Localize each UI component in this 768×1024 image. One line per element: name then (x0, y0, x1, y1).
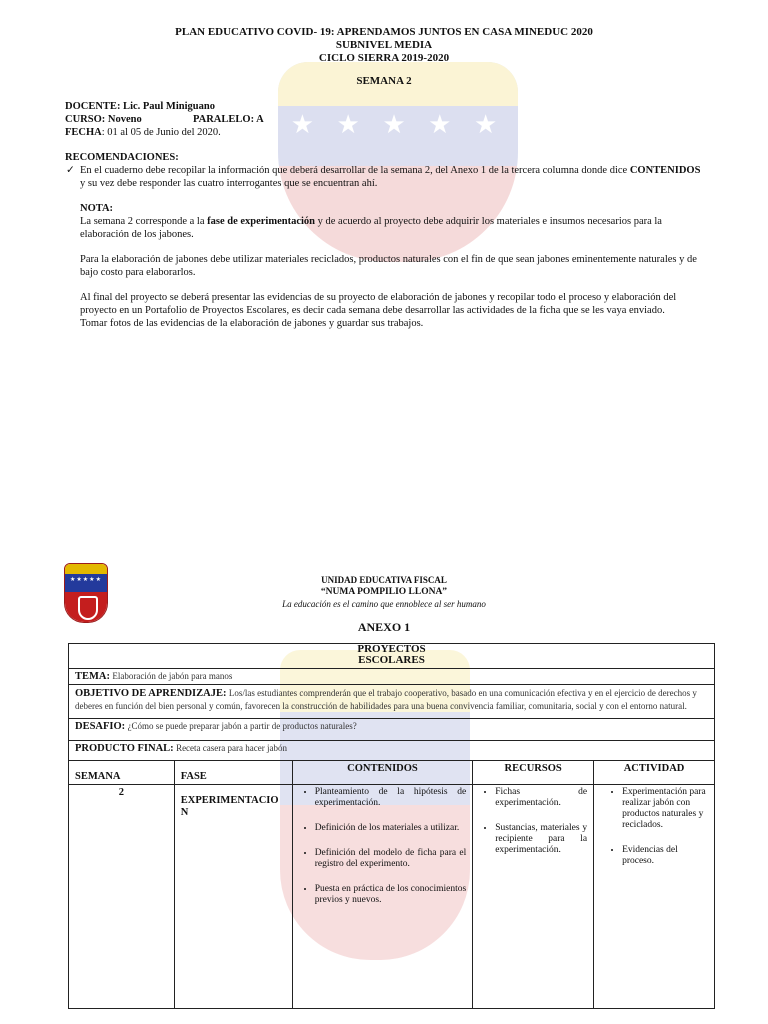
paralelo-label: PARALELO (193, 114, 251, 125)
school-motto: La educación es el camino que ennoblece al ser humano (282, 599, 486, 609)
recurso-item: • Fichas de experimentación. (495, 787, 587, 809)
logo-stars: ★★★★★ (70, 576, 102, 583)
nota-p3-line1: Al final del proyecto se deberá presentar las evidencias de su proyecto de elaboración de jabones y recopilar todo el proceso y elaboración del (80, 292, 677, 303)
docente-line (65, 100, 215, 113)
curso-value: : Noveno (101, 114, 142, 125)
desafio-row (69, 719, 715, 741)
paralelo-line (193, 113, 264, 126)
watermark-crest (278, 62, 518, 262)
check-icon: ✓ (66, 165, 75, 176)
desafio-label: DESAFIO: (75, 721, 126, 732)
fecha-line (65, 126, 221, 139)
ciclo-title: CICLO SIERRA 2019-2020 (318, 52, 450, 64)
objetivo-row (69, 685, 715, 719)
col-recursos-header: RECURSOS (473, 761, 594, 785)
table-title (69, 644, 715, 669)
nota-p2-line2: bajo costo para elaborarlos. (80, 267, 196, 278)
subnivel-title: SUBNIVEL MEDIA (335, 39, 433, 51)
col-fase-header: FASE (174, 761, 292, 785)
nota-p1-b: y de acuerdo al proyecto debe adquirir los materiales e insumos necesarios para la (317, 216, 662, 227)
contenido-item: • Definición de los materiales a utilizar. (315, 823, 467, 834)
table-title-line2: ESCOLARES (358, 654, 425, 666)
semana-cell: 2 (69, 785, 175, 1009)
plan-title: PLAN EDUCATIVO COVID- 19: APRENDAMOS JUNTOS EN CASA MINEDUC 2020 (175, 26, 593, 38)
recommendations-title: RECOMENDACIONES: (65, 152, 179, 163)
contenido-item: • Planteamiento de la hipótesis de experimentación. (315, 787, 467, 809)
actividad-item: • Evidencias del proceso. (622, 845, 708, 867)
actividad-cell (594, 785, 715, 1009)
producto-row (69, 741, 715, 761)
producto-value: Receta casera para hacer jabón (176, 743, 287, 753)
col-semana-header: SEMANA (69, 761, 175, 785)
nota-p2-line1: Para la elaboración de jabones debe utilizar materiales reciclados, productos naturales con el fin de que sean jabones eminentemente naturales y de (80, 254, 697, 265)
objetivo-label: OBJETIVO DE APRENDIZAJE: (75, 688, 227, 699)
recursos-cell (473, 785, 594, 1009)
fase-cell (174, 785, 292, 1009)
docente-value: : Lic. Paul Miniguano (116, 101, 215, 112)
paralelo-value: : A (250, 114, 264, 125)
school-name: UNIDAD EDUCATIVA FISCAL (321, 575, 447, 585)
anexo-title: ANEXO 1 (357, 620, 411, 634)
tema-value: Elaboración de jabón para manos (112, 671, 233, 681)
objetivo-value: Los/las estudiantes comprenderán que el trabajo cooperativo, basado en una comunicación efectiva y en el ejercicio de derechos y deberes en función del bien personal y común, favorecen la construcción de habilidades para una buena convivencia familiar, comunitaria, social y con el entorno natural. (75, 688, 697, 711)
fase-line1: EXPERIMENTACIO (180, 795, 279, 806)
nota-p1-a: La semana 2 corresponde a la (80, 216, 205, 227)
curso-label: CURSO (65, 114, 102, 125)
contenido-item: • Puesta en práctica de los conocimientos previos y nuevos. (315, 884, 467, 906)
watermark-stars: ★ ★ ★ ★ ★ (290, 110, 506, 139)
week-title: SEMANA 2 (356, 75, 412, 87)
table-title-line1: PROYECTOS (357, 643, 426, 655)
docente-label: DOCENTE (65, 101, 117, 112)
contenido-item: • Definición del modelo de ficha para el registro del experimento. (315, 848, 467, 870)
fecha-value: : 01 al 05 de Junio del 2020. (101, 127, 221, 138)
recommendation-text-a: En el cuaderno debe recopilar la información que deberá desarrollar de la semana 2, del Anexo 1 de la tercera columna donde dice (80, 165, 628, 176)
actividad-item: • Experimentación para realizar jabón con productos naturales y reciclados. (622, 787, 708, 831)
recommendation-item (80, 164, 700, 177)
recurso-item: • Sustancias, materiales y recipiente para la experimentación. (495, 823, 587, 856)
col-contenidos-header: CONTENIDOS (292, 761, 473, 785)
fase-line2: N (180, 807, 189, 818)
recommendation-text-b: y su vez debe responder las cuatro interrogantes que se encuentran ahí. (80, 178, 378, 189)
nota-p3-line2: proyecto en un Portafolio de Proyectos Escolares, es decir cada semana debe desarrollar las actividades de la ficha que se les vaya enviado. (80, 305, 665, 316)
contenidos-cell (292, 785, 473, 1009)
anexo-table (68, 643, 715, 1009)
tema-label: TEMA: (75, 671, 110, 682)
recommendation-bold: CONTENIDOS (629, 165, 701, 176)
fecha-label: FECHA (65, 127, 102, 138)
producto-label: PRODUCTO FINAL: (75, 743, 174, 754)
nota-title: NOTA: (80, 203, 114, 214)
nota-p1-line2: elaboración de los jabones. (80, 229, 194, 240)
col-actividad-header: ACTIVIDAD (594, 761, 715, 785)
tema-row (69, 669, 715, 685)
school-subname: “NUMA POMPILIO LLONA” (320, 587, 448, 597)
nota-p1-line1 (80, 215, 662, 228)
nota-p1-bold: fase de experimentación (207, 216, 316, 227)
nota-p3-line3: Tomar fotos de las evidencias de la elaboración de jabones y guardar sus trabajos. (80, 318, 424, 329)
desafio-value: ¿Cómo se puede preparar jabón a partir de productos naturales? (127, 721, 357, 731)
curso-line (65, 113, 142, 126)
